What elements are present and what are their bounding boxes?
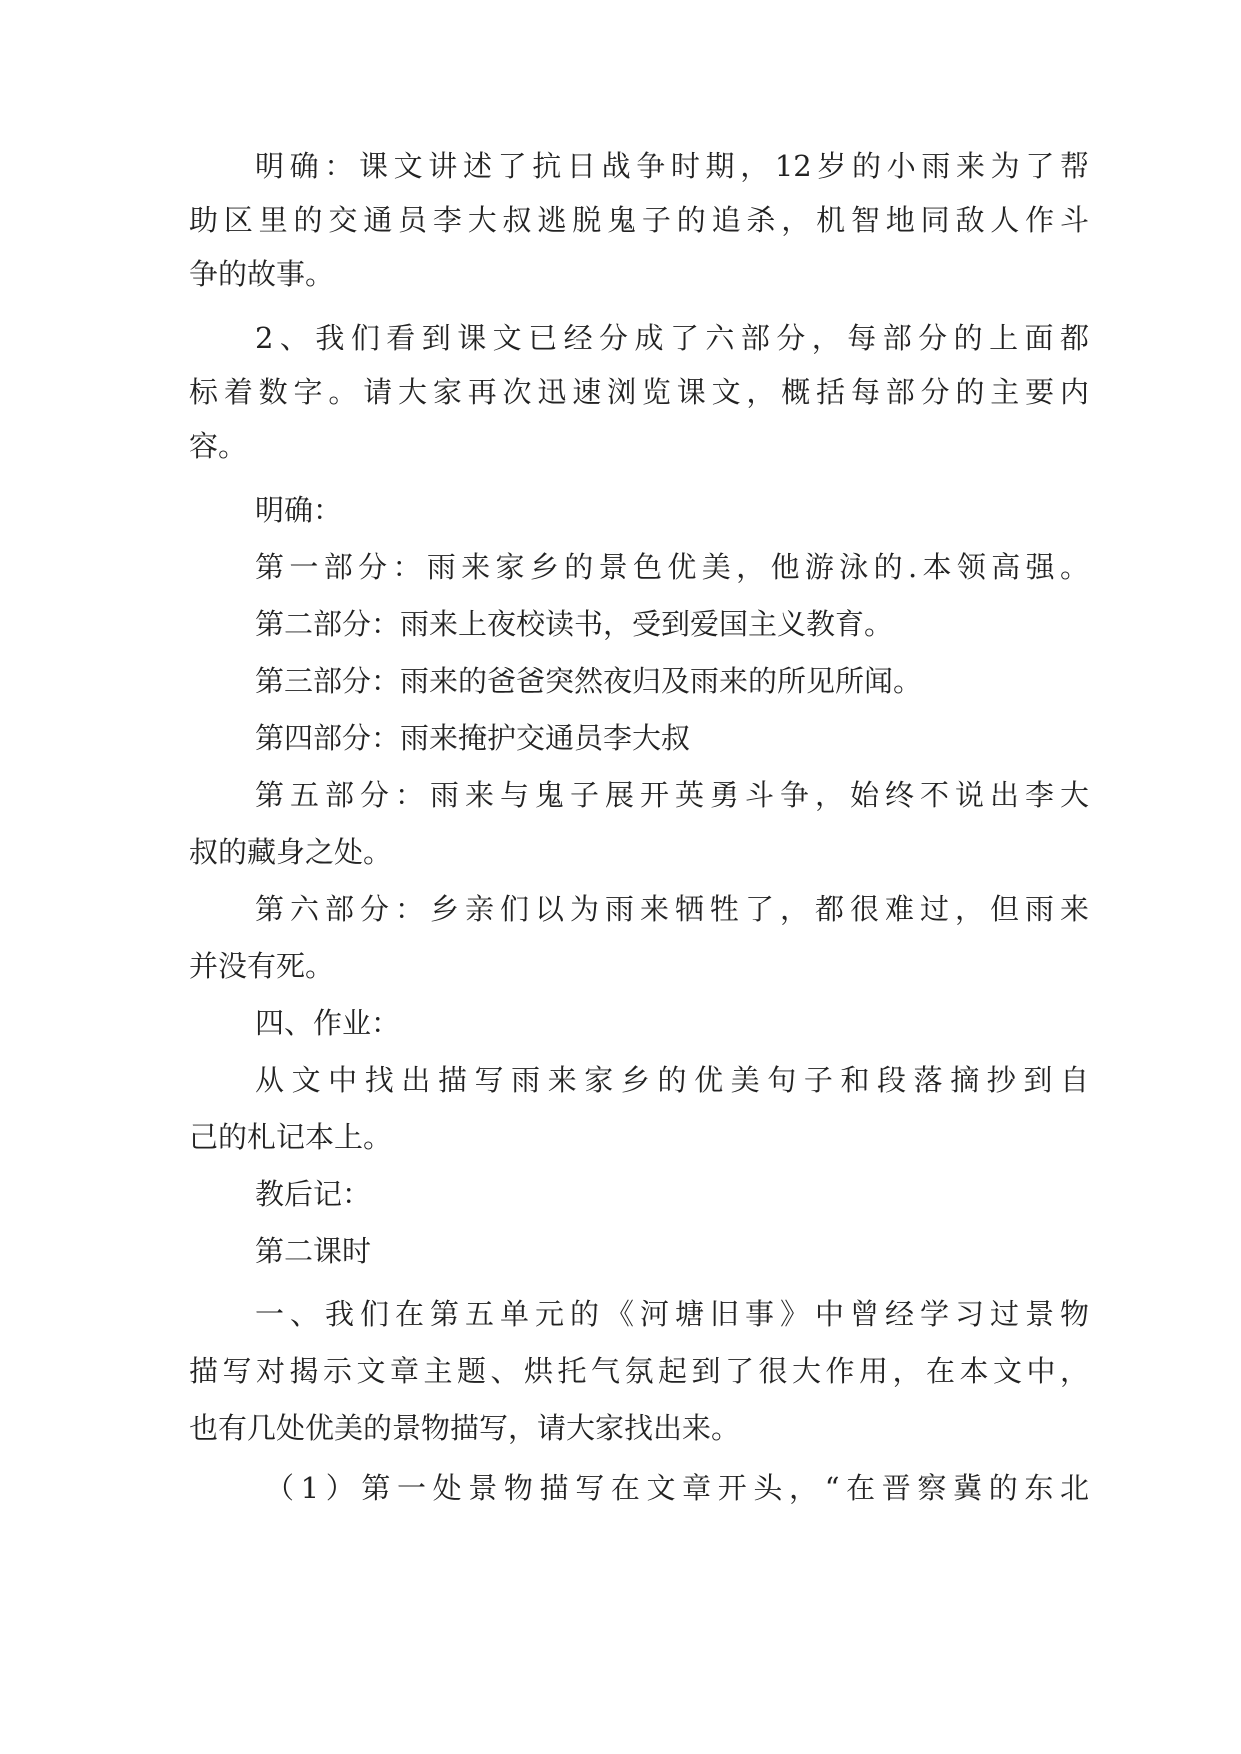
- text-line: 叔的藏身之处。: [189, 835, 393, 869]
- text-line: 第五部分：雨来与鬼子展开英勇斗争，始终不说出李大: [255, 778, 1089, 812]
- text-line: 第二部分：雨来上夜校读书，受到爱国主义教育。: [255, 607, 894, 641]
- text-line: 2、我们看到课文已经分成了六部分，每部分的上面都: [255, 321, 1089, 355]
- text-line: 第六部分：乡亲们以为雨来牺牲了，都很难过，但雨来: [255, 892, 1089, 926]
- text-line: 教后记：: [255, 1177, 372, 1211]
- text-line: 描写对揭示文章主题、烘托气氛起到了很大作用，在本文中，: [189, 1354, 1089, 1388]
- text-line: 第一部分：雨来家乡的景色优美，他游泳的.本领高强。: [255, 550, 1089, 584]
- text-line: 标着数字。请大家再次迅速浏览课文，概括每部分的主要内: [189, 375, 1089, 409]
- text-line: 争的故事。: [189, 257, 335, 291]
- text-line: 第三部分：雨来的爸爸突然夜归及雨来的所见所闻。: [255, 664, 923, 698]
- text-line: 从文中找出描写雨来家乡的优美句子和段落摘抄到自: [255, 1063, 1089, 1097]
- text-line: 容。: [189, 429, 248, 463]
- text-line: 并没有死。: [189, 949, 335, 983]
- text-line: 一、我们在第五单元的《河塘旧事》中曾经学习过景物: [255, 1297, 1089, 1331]
- text-line: 第四部分：雨来掩护交通员李大叔: [255, 721, 691, 755]
- text-line: 明确：: [255, 493, 343, 527]
- text-line: 第二课时: [255, 1234, 372, 1268]
- text-line: 助区里的交通员李大叔逃脱鬼子的追杀，机智地同敌人作斗: [189, 203, 1089, 237]
- text-line: 也有几处优美的景物描写，请大家找出来。: [189, 1411, 741, 1445]
- text-line: 己的札记本上。: [189, 1120, 393, 1154]
- text-line: （1）第一处景物描写在文章开头，“在晋察冀的东北: [265, 1471, 1089, 1505]
- text-line: 四、作业：: [255, 1006, 401, 1040]
- text-line: 明确：课文讲述了抗日战争时期，12岁的小雨来为了帮: [255, 149, 1089, 183]
